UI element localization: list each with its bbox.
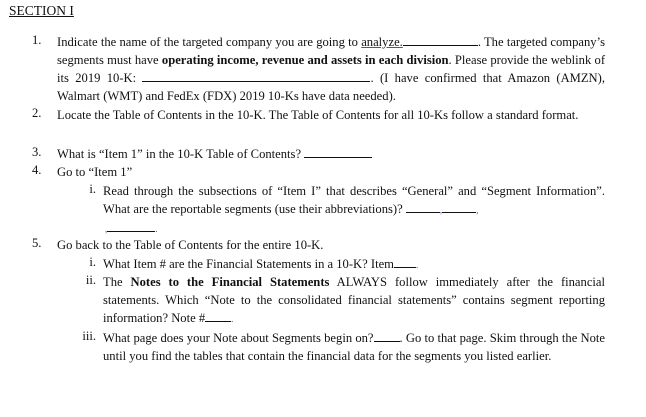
question-5-ii-text: The Notes to the Financial Statements ALWAYS follow immediately after the financial statements. Which “Note to the consolidated financial statements” contains segment reporting information? Note # .	[103, 275, 605, 325]
question-1-text: Indicate the name of the targeted company you are going to analyze. . The targeted company’s segments must have operating income, revenue and assets in each division. Please provide the weblink of its 2019 10-K: . (I have confirmed that Amazon (AMZN), Walmart (WMT) and FedEx (FDX) 2019 10-Ks have data needed).	[57, 35, 606, 103]
question-5-iii-number: iii.	[82, 329, 96, 343]
question-4-i-text: Read through the subsections of “Item I” that describes “General” and “Segment Information”. What are the reportable segments (use their abbreviations)? , , , .	[103, 184, 605, 234]
company-name-blank[interactable]	[403, 34, 478, 46]
page-number-blank[interactable]	[374, 330, 400, 342]
segment-blank-2[interactable]	[442, 201, 476, 213]
section-heading: SECTION I	[9, 3, 74, 18]
notes-emphasis: Notes to the Financial Statements	[130, 275, 330, 289]
question-5-iii-text: What page does your Note about Segments begin on? . Go to that page. Skim through the Note until you find the tables that contain the financial data for the segments you listed earlier.	[103, 331, 605, 363]
note-number-blank[interactable]	[205, 310, 231, 322]
question-5-i-number: i.	[89, 255, 96, 269]
segment-blank-3[interactable]	[107, 220, 155, 232]
question-4-number: 4.	[32, 163, 42, 177]
weblink-blank[interactable]	[142, 70, 370, 82]
question-5-number: 5.	[32, 236, 42, 250]
question-5-ii-number: ii.	[85, 273, 96, 287]
question-2-text: Locate the Table of Contents in the 10-K. The Table of Contents for all 10-Ks follow a standard format.	[57, 108, 579, 122]
question-3-text: What is “Item 1” in the 10-K Table of Contents?	[57, 145, 605, 163]
segment-blank-1[interactable]	[406, 201, 440, 213]
question-5-i-text: What Item # are the Financial Statements in a 10-K? Item .	[103, 257, 419, 271]
requirement-emphasis: operating income, revenue and assets in each division	[161, 53, 449, 67]
question-2-number: 2.	[32, 106, 42, 120]
question-4-text: Go to “Item 1”	[57, 165, 133, 179]
question-5-text: Go back to the Table of Contents for the entire 10-K.	[57, 238, 324, 252]
analyze-link: analyze.	[361, 35, 403, 49]
question-4-i-number: i.	[89, 182, 96, 196]
item-number-blank[interactable]	[394, 256, 416, 268]
question-3-number: 3.	[32, 145, 42, 159]
question-1-number: 1.	[32, 33, 42, 47]
item1-answer-blank[interactable]	[304, 146, 372, 158]
